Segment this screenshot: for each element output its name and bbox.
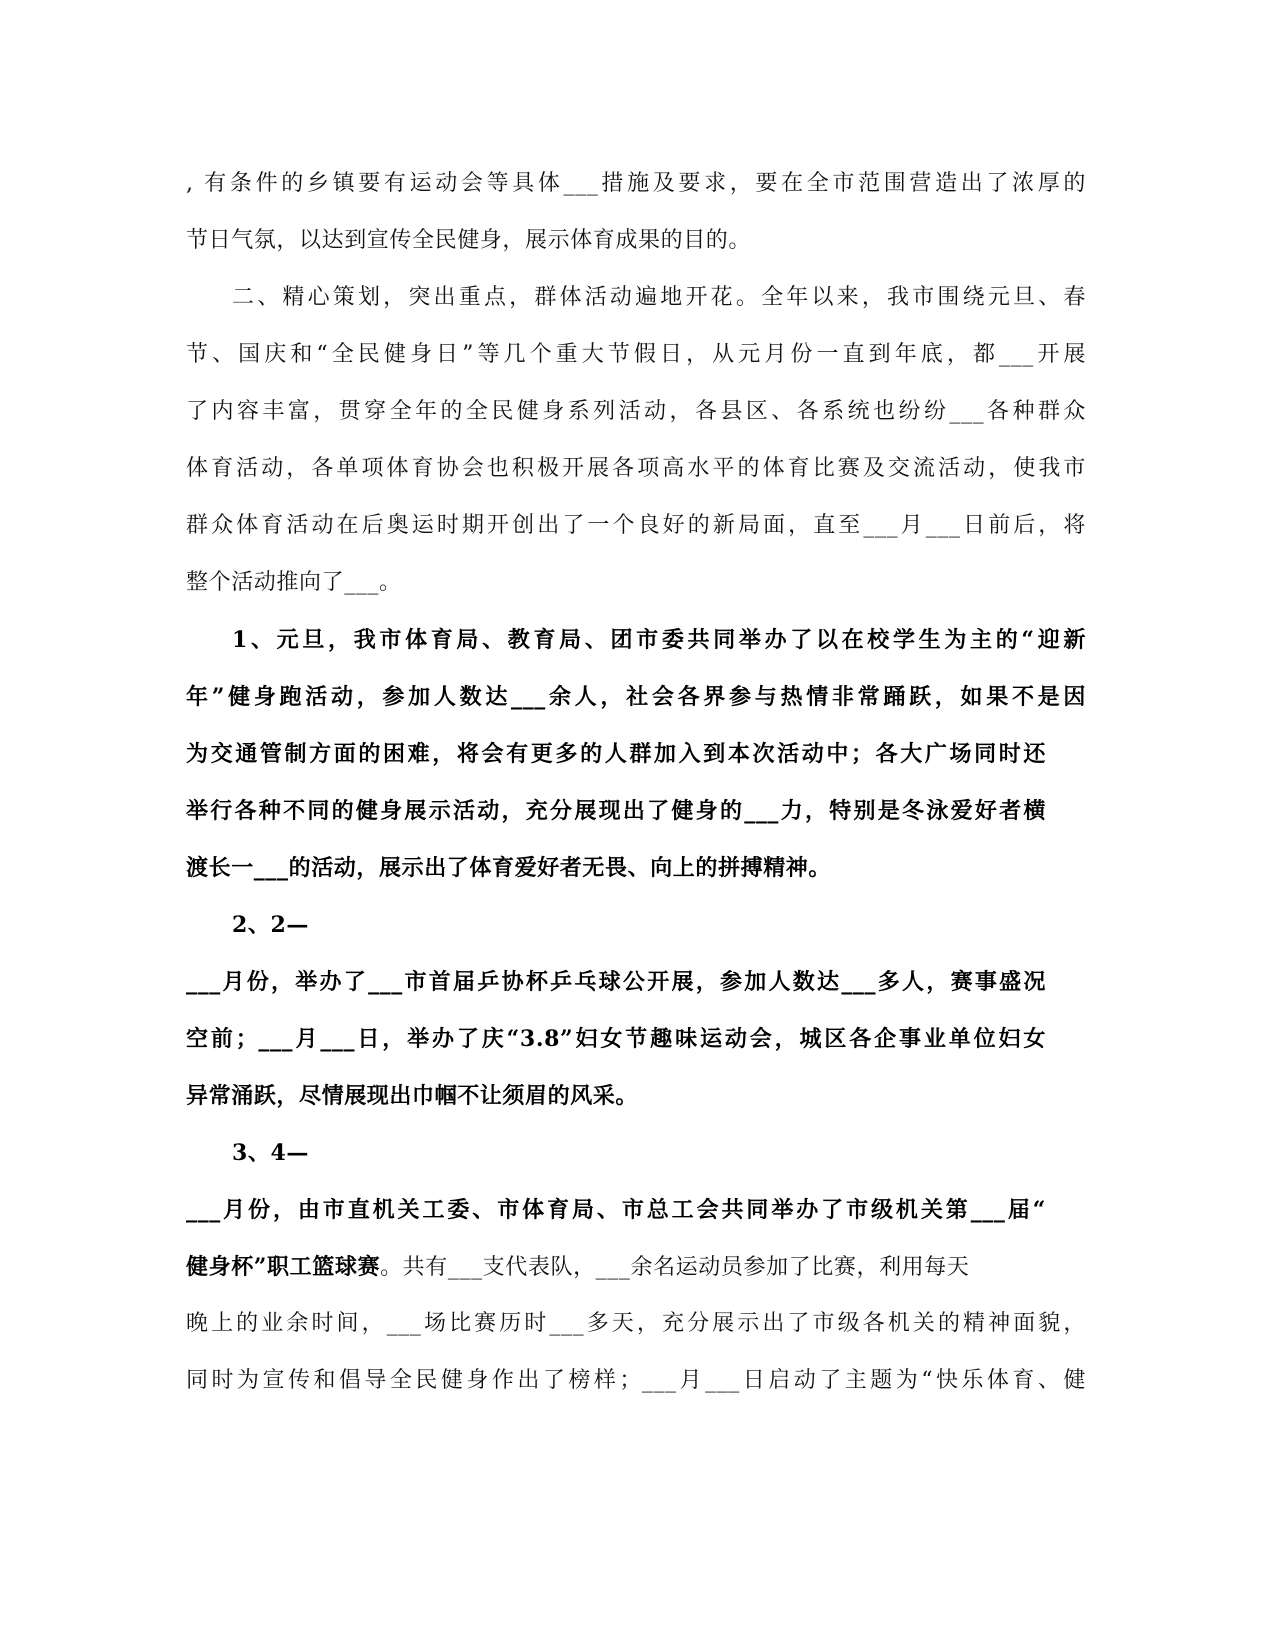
item-2-heading: 2、2— — [232, 912, 310, 938]
section-heading-2: 二、精心策划，突出重点，群体活动遍地开花。全年以来，我市围绕元旦、春 — [232, 285, 1086, 310]
text-line-7: 群众体育活动在后奥运时期开创出了一个良好的新局面，直至___月___日前后，将 — [186, 513, 1086, 538]
item-3-heading: 3、4— — [232, 1140, 310, 1166]
item-3-line-5: 同时为宣传和倡导全民健身作出了榜样；___月___日启动了主题为“快乐体育、健 — [186, 1368, 1086, 1393]
item-1-line-5: 渡长一___的活动，展示出了体育爱好者无畏、向上的拼搏精神。 — [186, 855, 832, 881]
item-3-line-3-normal: 。共有___支代表队，___余名运动员参加了比赛，利用每天 — [380, 1255, 970, 1280]
item-3-line-4: 晚上的业余时间，___场比赛历时___多天，充分展示出了市级各机关的精神面貌， — [186, 1311, 1086, 1336]
text-line-8: 整个活动推向了___。 — [186, 570, 402, 595]
item-2-line-2: ___月份，举办了___市首届乒协杯乒乓球公开展，参加人数达___多人，赛事盛况 — [186, 969, 1046, 995]
item-3-line-3 — [186, 1247, 1066, 1287]
text-line-1: , 有条件的乡镇要有运动会等具体___措施及要求，要在全市范围营造出了浓厚的 — [186, 171, 1086, 196]
text-line-2: 节日气氛，以达到宣传全民健身，展示体育成果的目的。 — [186, 228, 752, 253]
item-2-line-3: 空前；___月___日，举办了庆“3.8”妇女节趣味运动会，城区各企事业单位妇女 — [186, 1026, 1046, 1052]
item-3-line-2: ___月份，由市直机关工委、市体育局、市总工会共同举办了市级机关第___届“ — [186, 1197, 1046, 1223]
text-line-5: 了内容丰富，贯穿全年的全民健身系列活动，各县区、各系统也纷纷___各种群众 — [186, 399, 1086, 424]
item-1-line-2: 年”健身跑活动，参加人数达___余人，社会各界参与热情非常踊跃，如果不是因 — [186, 684, 1086, 710]
item-1-heading: 1、元旦，我市体育局、教育局、团市委共同举办了以在校学生为主的“迎新 — [232, 627, 1086, 653]
item-1-line-4: 举行各种不同的健身展示活动，充分展现出了健身的___力，特别是冬泳爱好者横 — [186, 798, 1046, 824]
item-3-line-3-bold: 健身杯”职工篮球赛 — [186, 1254, 381, 1280]
text-line-6: 体育活动，各单项体育协会也积极开展各项高水平的体育比赛及交流活动，使我市 — [186, 456, 1086, 481]
text-line-4: 节、国庆和“全民健身日”等几个重大节假日，从元月份一直到年底，都___开展 — [186, 342, 1086, 367]
item-2-line-4: 异常涌跃，尽情展现出巾帼不让须眉的风采。 — [186, 1083, 639, 1109]
item-1-line-3: 为交通管制方面的困难，将会有更多的人群加入到本次活动中；各大广场同时还 — [186, 741, 1046, 767]
